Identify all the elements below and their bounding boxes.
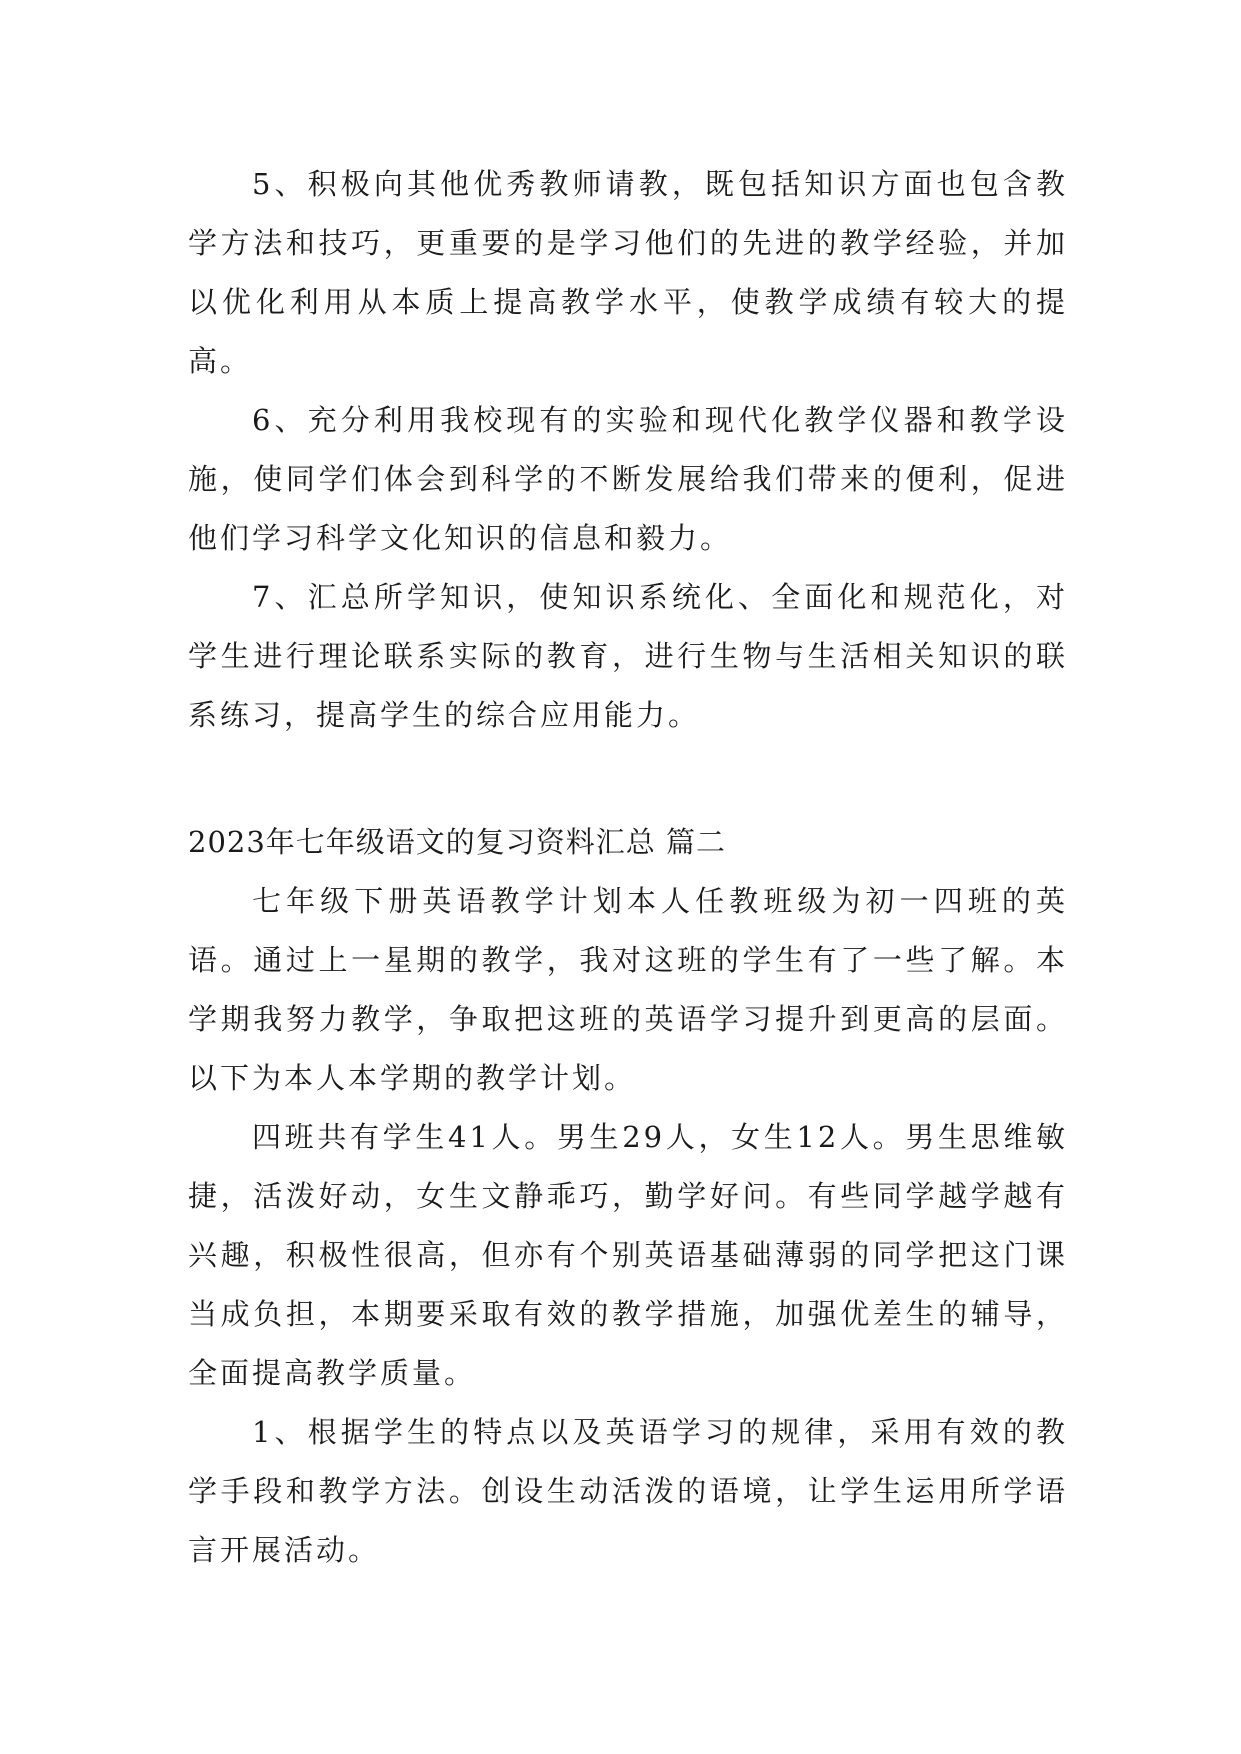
section-heading: 2023年七年级语文的复习资料汇总 篇二 xyxy=(188,825,727,859)
paragraph-class-analysis: 四班共有学生41人。男生29人，女生12人。男生思维敏捷，活泼好动，女生文静乖巧，勤学好问。有些同学越学越有兴趣，积极性很高，但亦有个别英语基础薄弱的同学把这门课当成负担，本期要采取有效的教学措施，加强优差生的辅导，全面提高教学质量。 xyxy=(188,1120,1068,1390)
paragraph-item-6: 6、充分利用我校现有的实验和现代化教学仪器和教学设施，使同学们体会到科学的不断发展给我们带来的便利，促进他们学习科学文化知识的信息和毅力。 xyxy=(188,403,1068,555)
paragraph-item-1: 1、根据学生的特点以及英语学习的规律，采用有效的教学手段和教学方法。创设生动活泼的语境，让学生运用所学语言开展活动。 xyxy=(188,1415,1068,1567)
paragraph-intro: 七年级下册英语教学计划本人任教班级为初一四班的英语。通过上一星期的教学，我对这班的学生有了一些了解。本学期我努力教学，争取把这班的英语学习提升到更高的层面。以下为本人本学期的教学计划。 xyxy=(188,884,1068,1095)
paragraph-item-7: 7、汇总所学知识，使知识系统化、全面化和规范化，对学生进行理论联系实际的教育，进行生物与生活相关知识的联系练习，提高学生的综合应用能力。 xyxy=(188,580,1068,732)
paragraph-item-5: 5、积极向其他优秀教师请教，既包括知识方面也包含教学方法和技巧，更重要的是学习他们的先进的教学经验，并加以优化利用从本质上提高教学水平，使教学成绩有较大的提高。 xyxy=(188,167,1068,378)
document-body xyxy=(188,155,1068,1580)
